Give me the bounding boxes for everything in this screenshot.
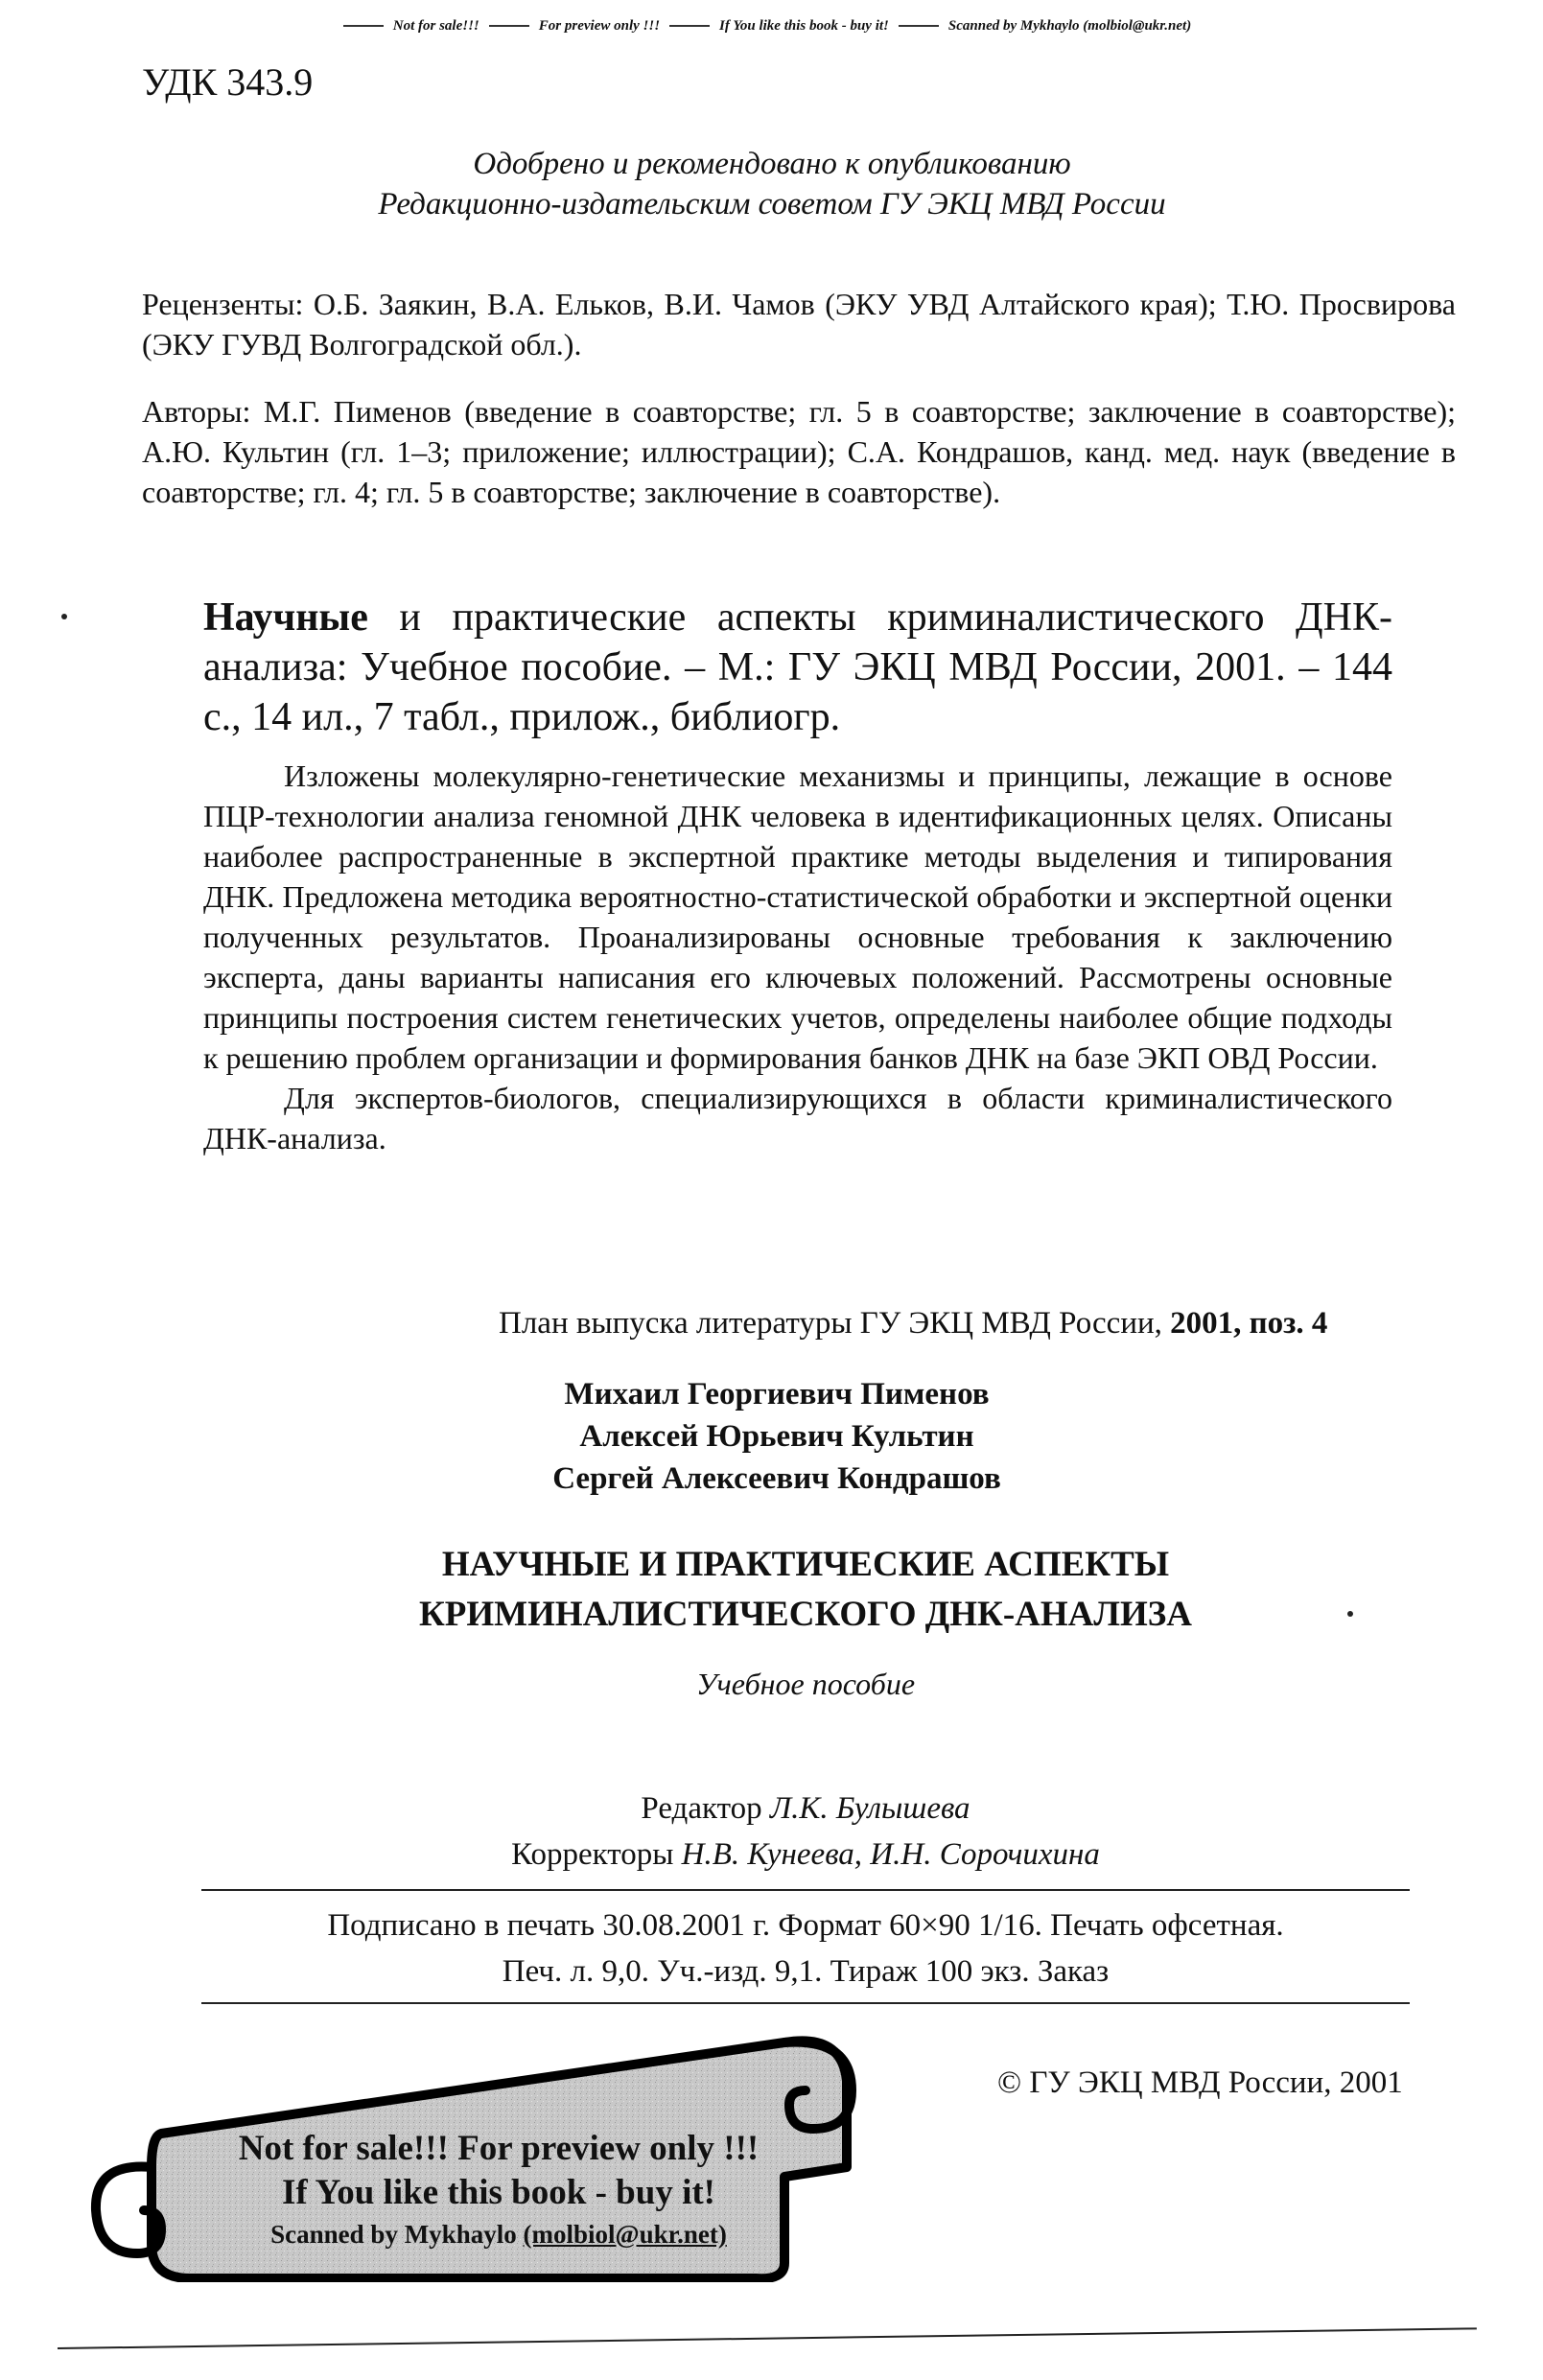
abstract-paragraph-1: Изложены молекулярно-генетические механизмы и принципы, лежащие в основе ПЦР-технологии анализа геномной ДНК человека в идентификационных целях. Описаны наиболее распространенные в экспертной практике методы выделения и типирования ДНК. Предложена методика вероятностно-статистической обработки и экспертной оценки полученных результатов. Проанализированы основные требования к заключению эксперта, даны варианты написания его ключевых положений. Рассмотрены основные принципы построения систем генетических учетов, определены наиболее общие подходы к решению проблем организации и формирования банков ДНК на базе ЭКП ОВД России. [203, 758, 1392, 1075]
header-note-preview: For preview only !!! [538, 17, 661, 34]
scroll-banner-text [163, 2127, 834, 2253]
author-name: Михаил Георгиевич Пименов [564, 1377, 990, 1412]
banner-scanned-by: Scanned by Mykhaylo [270, 2220, 524, 2249]
plan-text: План выпуска литературы ГУ ЭКЦ МВД России, [499, 1306, 1162, 1341]
banner-line-2: If You like this book - buy it! [282, 2173, 715, 2212]
correctors-names: Н.В. Кунеева, И.Н. Сорочихина [681, 1837, 1100, 1872]
rule-divider [899, 25, 939, 27]
book-title-line-2: КРИМИНАЛИСТИЧЕСКОГО ДНК-АНАЛИЗА [418, 1595, 1193, 1634]
approval-line-1: Одобрено и рекомендовано к опубликованию [473, 147, 1071, 181]
editorial-credits [412, 1785, 1199, 1878]
imprint-top-rule [201, 1889, 1410, 1891]
copyright-notice: © ГУ ЭКЦ МВД России, 2001 [997, 2065, 1403, 2100]
scan-speck [61, 614, 67, 619]
publication-plan [499, 1306, 1327, 1342]
plan-position: 2001, поз. 4 [1161, 1306, 1328, 1341]
rule-divider [489, 25, 529, 27]
author-names [364, 1373, 1189, 1500]
author-name: Сергей Алексеевич Кондрашов [552, 1461, 1001, 1496]
correctors-label: Корректоры [511, 1837, 682, 1872]
banner-line-3 [163, 2215, 834, 2253]
scanner-header-bar [144, 13, 1391, 38]
imprint-line-1: Подписано в печать 30.08.2001 г. Формат 60×90 1/16. Печать офсетная. [327, 1908, 1284, 1943]
banner-line-1: Not for sale!!! For preview only !!! [238, 2129, 760, 2168]
abstract [203, 756, 1392, 1158]
udk-code: УДК 343.9 [142, 60, 314, 104]
imprint-bottom-rule [201, 2002, 1410, 2004]
page-bottom-edge [58, 2327, 1477, 2349]
banner-email-link[interactable]: (molbiol@ukr.net) [523, 2220, 727, 2249]
imprint-block [201, 1902, 1410, 1995]
correctors-line [412, 1832, 1199, 1878]
book-subtitle: Учебное пособие [695, 1667, 916, 1701]
authors-paragraph: Авторы: М.Г. Пименов (введение в соавторстве; гл. 5 в соавторстве; заключение в соавторстве); А.Ю. Культин (гл. 1–3; приложение; иллюстрации); С.А. Кондрашов, канд. мед. наук (введение в соавторстве; гл. 4; гл. 5 в соавторстве; заключение в соавторстве). [142, 394, 1456, 509]
scan-speck [1347, 1611, 1353, 1617]
approval-line-2: Редакционно-издательским советом ГУ ЭКЦ МВД России [378, 187, 1166, 222]
reviewers-paragraph: Рецензенты: О.Б. Заякин, В.А. Ельков, В.И. Чамов (ЭКУ УВД Алтайского края); Т.Ю. Просвирова (ЭКУ ГУВД Волгоградской обл.). [142, 287, 1456, 362]
abstract-paragraph-2: Для экспертов-биологов, специализирующихся в области криминалистического ДНК-анализа. [203, 1081, 1392, 1155]
imprint-line-2: Печ. л. 9,0. Уч.-изд. 9,1. Тираж 100 экз. Заказ [502, 1954, 1110, 1989]
citation-lead-word: Научные [203, 595, 368, 640]
rule-divider [343, 25, 384, 27]
editor-label: Редактор [641, 1791, 770, 1826]
header-note-buy: If You like this book - buy it! [719, 17, 889, 34]
bibliographic-citation [203, 593, 1392, 742]
rule-divider [669, 25, 710, 27]
citation-rest: и практические аспекты криминалистического ДНК-анализа: Учебное пособие. – М.: ГУ ЭКЦ МВД России, 2001. – 144 с., 14 ил., 7 табл., прилож., библиогр. [203, 595, 1392, 739]
editor-name: Л.К. Булышева [769, 1791, 970, 1826]
approval-note [269, 144, 1275, 224]
book-title-line-1: НАУЧНЫЕ И ПРАКТИЧЕСКИЕ АСПЕКТЫ [441, 1545, 1170, 1584]
author-name: Алексей Юрьевич Культин [579, 1419, 974, 1454]
header-note-scanned: Scanned by Mykhaylo (molbiol@ukr.net) [947, 17, 1192, 34]
book-title [211, 1540, 1400, 1640]
header-note-sale: Not for sale!!! [392, 17, 479, 34]
editor-line [412, 1785, 1199, 1832]
